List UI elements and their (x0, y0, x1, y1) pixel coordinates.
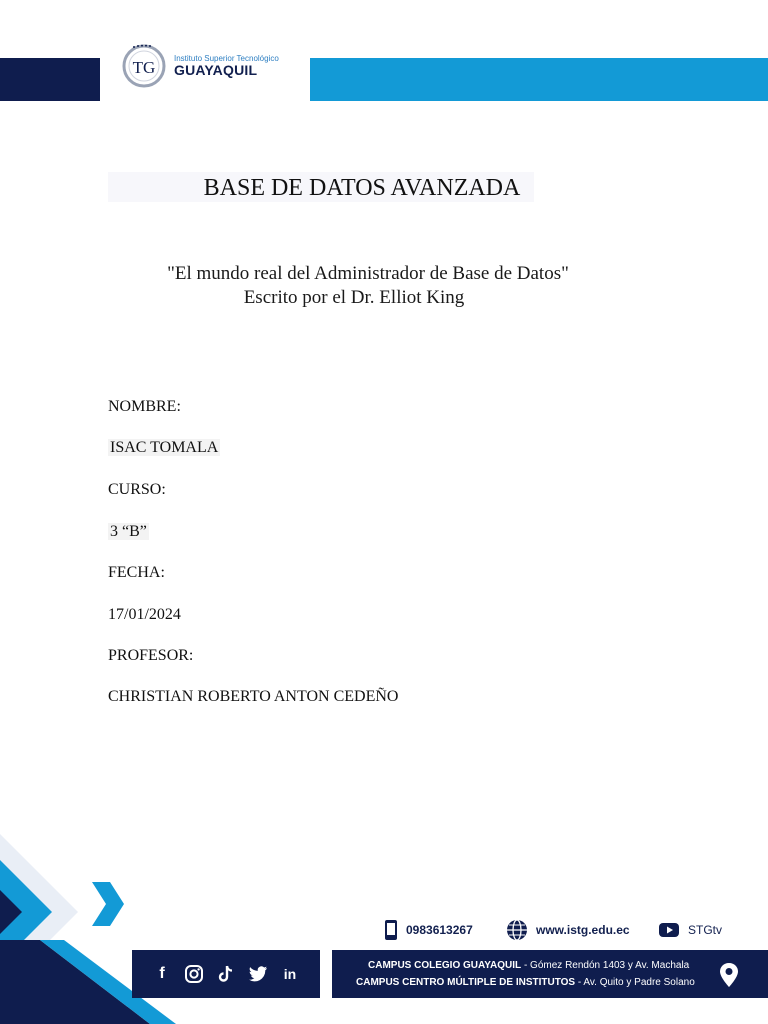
location-pin-icon (718, 962, 740, 988)
website-contact[interactable] (506, 918, 630, 942)
header-blue-band (310, 58, 768, 101)
facebook-icon[interactable]: f (159, 965, 165, 982)
curso-value-row (108, 522, 149, 542)
institute-emblem-icon (122, 44, 166, 88)
website-link[interactable]: www.istg.edu.ec (536, 923, 630, 937)
phone-icon (384, 919, 398, 941)
nombre-label: NOMBRE: (108, 398, 181, 415)
campus2-name: CAMPUS CENTRO MÚLTIPLE DE INSTITUTOS (356, 977, 576, 988)
campus1-name: CAMPUS COLEGIO GUAYAQUIL (368, 960, 522, 971)
logo-subtitle: Instituto Superior Tecnológico (174, 54, 279, 63)
document-quote: "El mundo real del Administrador de Base de Datos" (167, 263, 569, 284)
header-navy-band (0, 58, 100, 101)
campus2-line (356, 977, 695, 988)
channel-name[interactable]: STGtv (688, 923, 723, 937)
curso-value: 3 “B” (110, 523, 147, 540)
campus1-address: - Gómez Rendón 1403 y Av. Machala (521, 960, 690, 971)
instagram-icon[interactable] (184, 964, 204, 984)
profesor-value: CHRISTIAN ROBERTO ANTON CEDEÑO (108, 688, 399, 705)
phone-contact (384, 918, 473, 942)
social-bar (132, 950, 320, 998)
profesor-label: PROFESOR: (108, 647, 194, 664)
institute-logo (118, 40, 298, 92)
nombre-value-row (108, 438, 220, 458)
youtube-contact[interactable] (658, 918, 722, 942)
youtube-icon (658, 922, 680, 938)
logo-mark-text: TG (132, 58, 156, 77)
campus2-address: - Av. Quito y Padre Solano (575, 977, 695, 988)
curso-label: CURSO: (108, 481, 166, 498)
tiktok-icon[interactable] (216, 964, 236, 984)
campus1-line (368, 960, 689, 971)
document-title: BASE DE DATOS AVANZADA (203, 175, 521, 201)
twitter-icon[interactable] (248, 964, 268, 984)
nombre-value: ISAC TOMALA (110, 439, 219, 456)
fecha-value: 17/01/2024 (108, 606, 181, 623)
globe-icon (506, 919, 528, 941)
document-author: Escrito por el Dr. Elliot King (243, 287, 465, 308)
linkedin-icon[interactable]: in (283, 966, 297, 982)
campus-address-bar (332, 950, 768, 998)
fecha-label: FECHA: (108, 564, 165, 581)
phone-number: 0983613267 (406, 923, 473, 937)
logo-name: GUAYAQUIL (174, 62, 258, 78)
